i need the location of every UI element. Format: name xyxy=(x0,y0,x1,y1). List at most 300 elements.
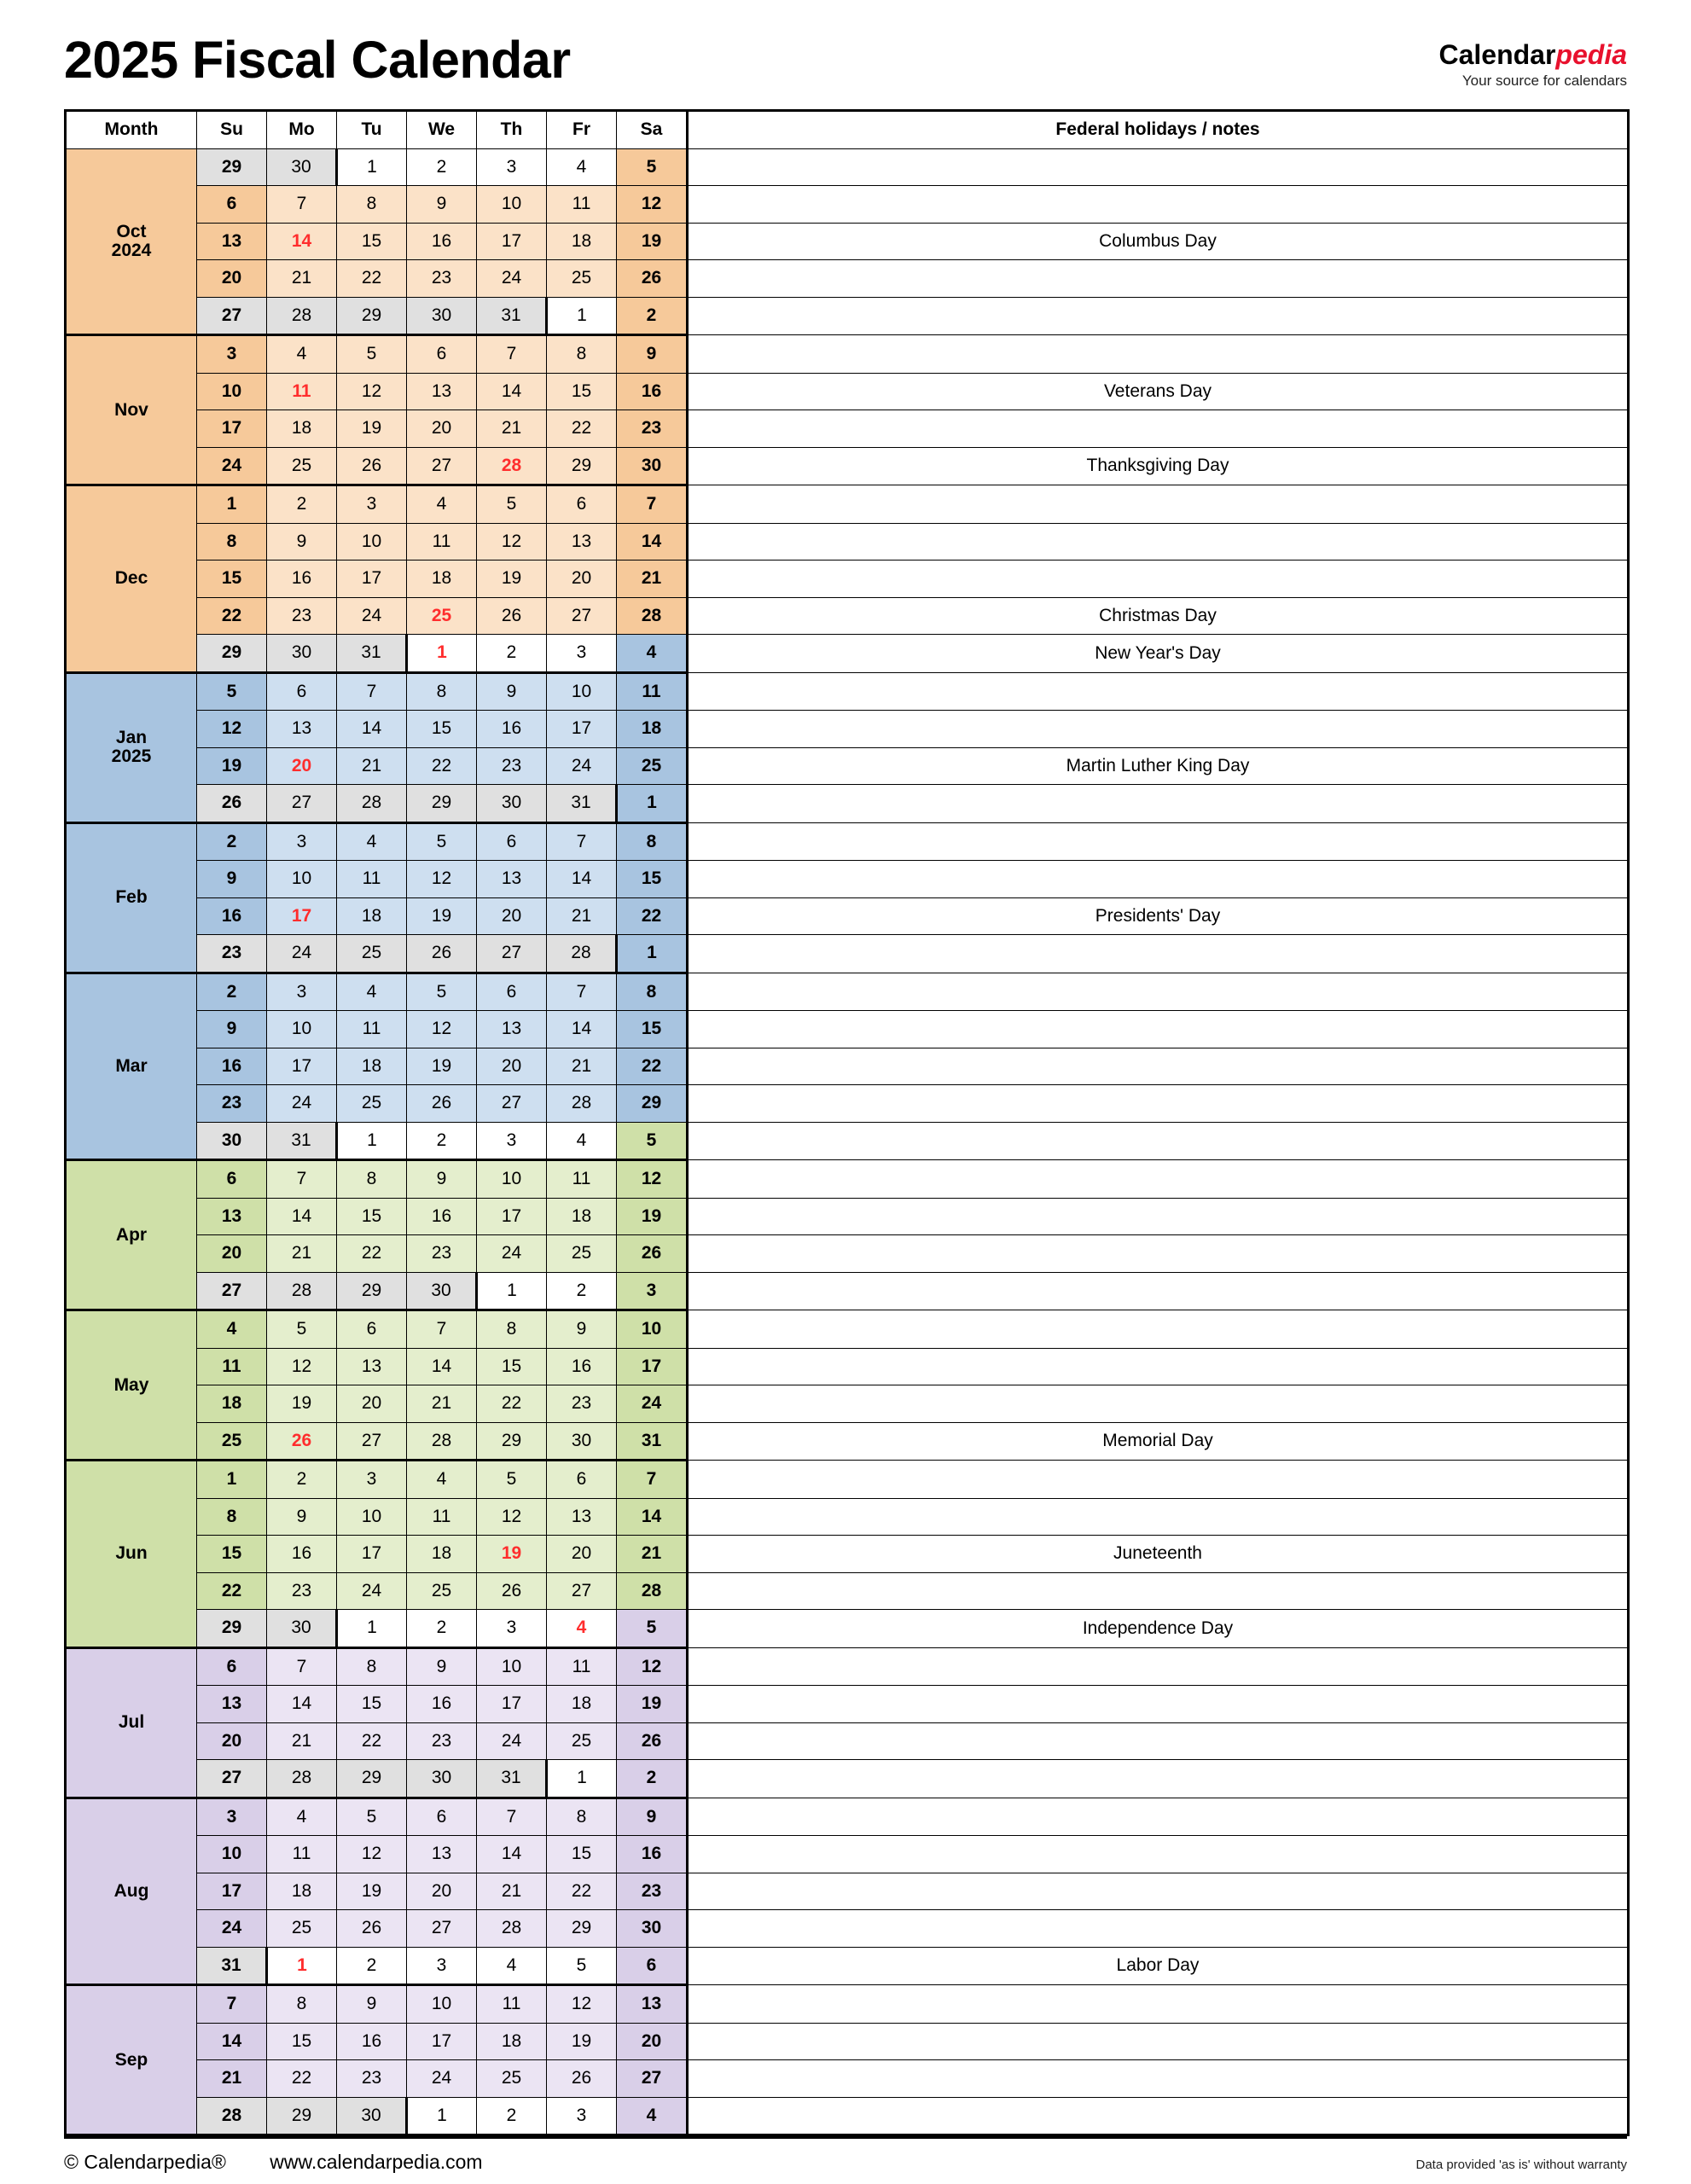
calendar-week-row xyxy=(66,335,1629,374)
calendar-week-row xyxy=(66,260,1629,298)
day-cell: 18 xyxy=(337,1048,407,1085)
day-cell: 21 xyxy=(267,1235,337,1273)
day-cell: 10 xyxy=(407,1985,477,2024)
calendar-week-row xyxy=(66,1310,1629,1349)
day-cell: 17 xyxy=(267,897,337,935)
month-label xyxy=(66,1647,197,1798)
month-label-line1: Aug xyxy=(113,1880,149,1901)
holiday-note-cell xyxy=(688,335,1629,374)
day-cell: 2 xyxy=(267,1461,337,1499)
day-cell: 9 xyxy=(197,861,267,898)
calendar-week-row xyxy=(66,1686,1629,1723)
day-cell: 13 xyxy=(337,1348,407,1385)
table-body xyxy=(66,148,1629,2135)
day-cell: 24 xyxy=(617,1385,688,1423)
holiday-note-cell xyxy=(688,186,1629,224)
brand-name-accent: pedia xyxy=(1555,39,1627,70)
day-cell: 2 xyxy=(267,485,337,524)
day-cell: 20 xyxy=(547,561,617,598)
month-label-line1: Jul xyxy=(118,1712,145,1733)
day-cell: 24 xyxy=(337,597,407,635)
calendar-week-row xyxy=(66,1985,1629,2024)
day-cell: 5 xyxy=(617,148,688,186)
day-cell: 21 xyxy=(407,1385,477,1423)
day-cell: 30 xyxy=(617,447,688,485)
day-cell: 22 xyxy=(267,2060,337,2098)
day-cell: 28 xyxy=(547,935,617,973)
day-cell: 12 xyxy=(617,1647,688,1686)
day-cell: 19 xyxy=(407,897,477,935)
day-cell: 11 xyxy=(337,861,407,898)
day-cell: 26 xyxy=(337,1910,407,1948)
day-cell: 23 xyxy=(477,747,547,785)
day-cell: 25 xyxy=(267,447,337,485)
website-url[interactable]: www.calendarpedia.com xyxy=(270,2151,483,2173)
day-cell: 21 xyxy=(617,1536,688,1573)
day-cell: 30 xyxy=(337,2097,407,2135)
day-cell: 4 xyxy=(267,1798,337,1836)
page-title: 2025 Fiscal Calendar xyxy=(64,31,571,89)
holiday-note-cell: Independence Day xyxy=(688,1610,1629,1648)
day-cell: 17 xyxy=(197,1873,267,1910)
day-cell: 16 xyxy=(267,1536,337,1573)
day-cell: 19 xyxy=(407,1048,477,1085)
day-cell: 5 xyxy=(617,1122,688,1160)
day-cell: 5 xyxy=(547,1947,617,1985)
calendar-week-row xyxy=(66,1536,1629,1573)
day-cell: 12 xyxy=(477,523,547,561)
day-cell: 16 xyxy=(197,897,267,935)
day-cell: 18 xyxy=(407,561,477,598)
day-cell: 25 xyxy=(267,1910,337,1948)
day-cell: 30 xyxy=(267,635,337,673)
day-cell: 7 xyxy=(337,672,407,711)
day-cell: 17 xyxy=(337,561,407,598)
day-cell: 28 xyxy=(617,1572,688,1610)
day-cell: 24 xyxy=(267,935,337,973)
day-cell: 20 xyxy=(337,1385,407,1423)
day-cell: 2 xyxy=(197,973,267,1011)
day-cell: 1 xyxy=(337,148,407,186)
holiday-note-cell xyxy=(688,711,1629,748)
copyright-text: © Calendarpedia® xyxy=(64,2151,226,2173)
day-cell: 16 xyxy=(337,2023,407,2060)
day-cell: 1 xyxy=(407,2097,477,2135)
day-cell: 2 xyxy=(617,297,688,335)
calendar-week-row xyxy=(66,2097,1629,2135)
day-cell: 4 xyxy=(617,635,688,673)
day-cell: 18 xyxy=(267,410,337,448)
holiday-note-cell xyxy=(688,935,1629,973)
day-cell: 21 xyxy=(547,1048,617,1085)
day-cell: 8 xyxy=(617,973,688,1011)
day-cell: 8 xyxy=(617,822,688,861)
day-cell: 3 xyxy=(407,1947,477,1985)
day-cell: 30 xyxy=(547,1422,617,1461)
day-cell: 31 xyxy=(617,1422,688,1461)
day-cell: 27 xyxy=(267,785,337,823)
day-cell: 7 xyxy=(477,1798,547,1836)
day-cell: 15 xyxy=(197,1536,267,1573)
day-cell: 15 xyxy=(267,2023,337,2060)
calendar-week-row xyxy=(66,935,1629,973)
day-cell: 14 xyxy=(407,1348,477,1385)
holiday-note-cell xyxy=(688,1235,1629,1273)
calendar-week-row xyxy=(66,1198,1629,1235)
day-cell: 28 xyxy=(197,2097,267,2135)
calendar-week-row xyxy=(66,861,1629,898)
day-cell: 28 xyxy=(547,1085,617,1123)
day-cell: 10 xyxy=(337,1498,407,1536)
holiday-note-cell xyxy=(688,2060,1629,2098)
day-cell: 18 xyxy=(547,1198,617,1235)
day-cell: 3 xyxy=(337,1461,407,1499)
calendar-week-row xyxy=(66,711,1629,748)
day-cell: 26 xyxy=(477,1572,547,1610)
day-cell: 13 xyxy=(197,223,267,260)
day-cell: 3 xyxy=(337,485,407,524)
day-cell: 30 xyxy=(617,1910,688,1948)
month-label-line1: Dec xyxy=(114,568,148,589)
day-cell: 24 xyxy=(197,447,267,485)
day-cell: 23 xyxy=(407,260,477,298)
holiday-note-cell xyxy=(688,1686,1629,1723)
column-header-su: Su xyxy=(197,111,267,149)
day-cell: 27 xyxy=(477,935,547,973)
month-label-line2: 2025 xyxy=(111,746,152,766)
day-cell: 20 xyxy=(197,260,267,298)
day-cell: 8 xyxy=(477,1310,547,1349)
day-cell: 13 xyxy=(407,373,477,410)
day-cell: 26 xyxy=(197,785,267,823)
day-cell: 25 xyxy=(547,1235,617,1273)
column-header-we: We xyxy=(407,111,477,149)
day-cell: 22 xyxy=(617,897,688,935)
day-cell: 26 xyxy=(617,1722,688,1760)
day-cell: 18 xyxy=(477,2023,547,2060)
day-cell: 22 xyxy=(547,410,617,448)
day-cell: 17 xyxy=(337,1536,407,1573)
day-cell: 28 xyxy=(267,297,337,335)
fiscal-calendar-table xyxy=(64,109,1630,2136)
calendar-week-row xyxy=(66,1422,1629,1461)
brand-name xyxy=(1438,41,1627,70)
holiday-note-cell xyxy=(688,561,1629,598)
day-cell: 19 xyxy=(337,410,407,448)
day-cell: 27 xyxy=(547,597,617,635)
day-cell: 13 xyxy=(617,1985,688,2024)
holiday-note-cell xyxy=(688,148,1629,186)
holiday-note-cell: Columbus Day xyxy=(688,223,1629,260)
day-cell: 19 xyxy=(477,561,547,598)
day-cell: 11 xyxy=(547,1160,617,1199)
day-cell: 13 xyxy=(197,1198,267,1235)
day-cell: 11 xyxy=(477,1985,547,2024)
day-cell: 29 xyxy=(267,2097,337,2135)
day-cell: 15 xyxy=(337,1198,407,1235)
day-cell: 18 xyxy=(267,1873,337,1910)
day-cell: 26 xyxy=(617,260,688,298)
day-cell: 30 xyxy=(197,1122,267,1160)
day-cell: 31 xyxy=(197,1947,267,1985)
holiday-note-cell xyxy=(688,1760,1629,1798)
month-label xyxy=(66,1160,197,1310)
day-cell: 21 xyxy=(547,897,617,935)
holiday-note-cell xyxy=(688,1873,1629,1910)
day-cell: 19 xyxy=(617,223,688,260)
day-cell: 9 xyxy=(477,672,547,711)
day-cell: 7 xyxy=(617,485,688,524)
day-cell: 2 xyxy=(547,1272,617,1310)
calendar-week-row xyxy=(66,1910,1629,1948)
holiday-note-cell xyxy=(688,1198,1629,1235)
day-cell: 9 xyxy=(407,1160,477,1199)
day-cell: 18 xyxy=(547,223,617,260)
day-cell: 10 xyxy=(197,1836,267,1873)
day-cell: 24 xyxy=(477,1722,547,1760)
day-cell: 23 xyxy=(407,1722,477,1760)
day-cell: 21 xyxy=(477,410,547,448)
day-cell: 27 xyxy=(477,1085,547,1123)
holiday-note-cell xyxy=(688,260,1629,298)
day-cell: 21 xyxy=(617,561,688,598)
day-cell: 22 xyxy=(197,597,267,635)
day-cell: 14 xyxy=(337,711,407,748)
month-label xyxy=(66,822,197,973)
day-cell: 13 xyxy=(547,523,617,561)
holiday-note-cell xyxy=(688,297,1629,335)
disclaimer-text: Data provided 'as is' without warranty xyxy=(1415,2158,1627,2172)
day-cell: 5 xyxy=(477,1461,547,1499)
calendar-week-row xyxy=(66,1647,1629,1686)
day-cell: 9 xyxy=(337,1985,407,2024)
day-cell: 1 xyxy=(337,1122,407,1160)
calendar-week-row xyxy=(66,523,1629,561)
holiday-note-cell xyxy=(688,485,1629,524)
day-cell: 30 xyxy=(267,1610,337,1648)
day-cell: 6 xyxy=(197,186,267,224)
day-cell: 11 xyxy=(267,373,337,410)
day-cell: 4 xyxy=(547,1122,617,1160)
day-cell: 22 xyxy=(617,1048,688,1085)
calendar-week-row xyxy=(66,2060,1629,2098)
day-cell: 27 xyxy=(337,1422,407,1461)
day-cell: 18 xyxy=(547,1686,617,1723)
day-cell: 9 xyxy=(407,186,477,224)
day-cell: 14 xyxy=(477,1836,547,1873)
day-cell: 30 xyxy=(407,297,477,335)
day-cell: 23 xyxy=(547,1385,617,1423)
table-header xyxy=(66,111,1629,149)
day-cell: 20 xyxy=(617,2023,688,2060)
day-cell: 18 xyxy=(337,897,407,935)
calendar-week-row xyxy=(66,2023,1629,2060)
day-cell: 24 xyxy=(407,2060,477,2098)
holiday-note-cell xyxy=(688,1385,1629,1423)
calendar-week-row xyxy=(66,747,1629,785)
day-cell: 26 xyxy=(337,447,407,485)
day-cell: 3 xyxy=(617,1272,688,1310)
day-cell: 22 xyxy=(337,260,407,298)
day-cell: 29 xyxy=(407,785,477,823)
day-cell: 4 xyxy=(547,148,617,186)
day-cell: 21 xyxy=(337,747,407,785)
day-cell: 5 xyxy=(267,1310,337,1349)
day-cell: 28 xyxy=(267,1272,337,1310)
calendar-week-row xyxy=(66,1873,1629,1910)
month-label-line2: 2024 xyxy=(111,240,152,260)
day-cell: 15 xyxy=(337,1686,407,1723)
day-cell: 23 xyxy=(617,1873,688,1910)
day-cell: 25 xyxy=(407,597,477,635)
month-label xyxy=(66,973,197,1160)
day-cell: 9 xyxy=(267,1498,337,1536)
day-cell: 1 xyxy=(547,1760,617,1798)
holiday-note-cell: Martin Luther King Day xyxy=(688,747,1629,785)
day-cell: 24 xyxy=(267,1085,337,1123)
day-cell: 26 xyxy=(477,597,547,635)
holiday-note-cell xyxy=(688,2023,1629,2060)
day-cell: 24 xyxy=(197,1910,267,1948)
day-cell: 12 xyxy=(407,861,477,898)
day-cell: 14 xyxy=(267,1686,337,1723)
month-label xyxy=(66,335,197,485)
calendar-week-row xyxy=(66,1272,1629,1310)
holiday-note-cell xyxy=(688,1985,1629,2024)
holiday-note-cell xyxy=(688,1461,1629,1499)
day-cell: 11 xyxy=(197,1348,267,1385)
day-cell: 4 xyxy=(477,1947,547,1985)
day-cell: 7 xyxy=(197,1985,267,2024)
holiday-note-cell xyxy=(688,1722,1629,1760)
day-cell: 28 xyxy=(337,785,407,823)
month-label-line1: Feb xyxy=(115,887,148,908)
month-label-line1: May xyxy=(113,1374,149,1395)
day-cell: 1 xyxy=(197,485,267,524)
holiday-note-cell xyxy=(688,1160,1629,1199)
calendar-week-row xyxy=(66,485,1629,524)
holiday-note-cell: New Year's Day xyxy=(688,635,1629,673)
table-header-row xyxy=(66,111,1629,149)
day-cell: 1 xyxy=(407,635,477,673)
month-label-line1: Oct xyxy=(116,222,147,242)
day-cell: 1 xyxy=(617,935,688,973)
day-cell: 24 xyxy=(477,1235,547,1273)
day-cell: 7 xyxy=(267,186,337,224)
day-cell: 17 xyxy=(407,2023,477,2060)
day-cell: 15 xyxy=(337,223,407,260)
page-header xyxy=(64,0,1627,94)
calendar-week-row xyxy=(66,1798,1629,1836)
calendar-week-row xyxy=(66,672,1629,711)
day-cell: 13 xyxy=(477,1011,547,1048)
day-cell: 1 xyxy=(267,1947,337,1985)
holiday-note-cell xyxy=(688,1348,1629,1385)
day-cell: 7 xyxy=(407,1310,477,1349)
holiday-note-cell xyxy=(688,1910,1629,1948)
day-cell: 8 xyxy=(197,1498,267,1536)
day-cell: 25 xyxy=(337,1085,407,1123)
day-cell: 12 xyxy=(337,1836,407,1873)
calendar-week-row xyxy=(66,1947,1629,1985)
holiday-note-cell: Veterans Day xyxy=(688,373,1629,410)
day-cell: 10 xyxy=(477,1160,547,1199)
day-cell: 2 xyxy=(407,1122,477,1160)
day-cell: 20 xyxy=(407,410,477,448)
day-cell: 11 xyxy=(337,1011,407,1048)
day-cell: 4 xyxy=(267,335,337,374)
day-cell: 21 xyxy=(267,1722,337,1760)
day-cell: 8 xyxy=(337,1160,407,1199)
day-cell: 24 xyxy=(477,260,547,298)
day-cell: 17 xyxy=(477,223,547,260)
holiday-note-cell xyxy=(688,1647,1629,1686)
calendar-week-row xyxy=(66,447,1629,485)
day-cell: 1 xyxy=(477,1272,547,1310)
day-cell: 10 xyxy=(267,1011,337,1048)
day-cell: 27 xyxy=(197,1760,267,1798)
calendar-week-row xyxy=(66,148,1629,186)
day-cell: 10 xyxy=(197,373,267,410)
calendar-week-row xyxy=(66,1722,1629,1760)
day-cell: 24 xyxy=(547,747,617,785)
day-cell: 2 xyxy=(617,1760,688,1798)
day-cell: 13 xyxy=(407,1836,477,1873)
day-cell: 29 xyxy=(547,1910,617,1948)
day-cell: 9 xyxy=(407,1647,477,1686)
day-cell: 2 xyxy=(407,1610,477,1648)
day-cell: 6 xyxy=(407,1798,477,1836)
calendar-week-row xyxy=(66,1235,1629,1273)
day-cell: 1 xyxy=(197,1461,267,1499)
day-cell: 31 xyxy=(477,1760,547,1798)
calendar-week-row xyxy=(66,1011,1629,1048)
day-cell: 14 xyxy=(267,1198,337,1235)
day-cell: 14 xyxy=(617,523,688,561)
day-cell: 17 xyxy=(617,1348,688,1385)
column-header-month: Month xyxy=(66,111,197,149)
day-cell: 20 xyxy=(197,1235,267,1273)
holiday-note-cell xyxy=(688,1836,1629,1873)
column-header-sa: Sa xyxy=(617,111,688,149)
day-cell: 1 xyxy=(547,297,617,335)
day-cell: 29 xyxy=(337,297,407,335)
day-cell: 27 xyxy=(547,1572,617,1610)
day-cell: 7 xyxy=(267,1647,337,1686)
day-cell: 25 xyxy=(477,2060,547,2098)
footer-divider xyxy=(64,2136,1627,2139)
column-header-tu: Tu xyxy=(337,111,407,149)
calendar-week-row xyxy=(66,373,1629,410)
day-cell: 23 xyxy=(337,2060,407,2098)
day-cell: 29 xyxy=(337,1760,407,1798)
day-cell: 6 xyxy=(267,672,337,711)
calendar-week-row xyxy=(66,1572,1629,1610)
day-cell: 23 xyxy=(617,410,688,448)
day-cell: 29 xyxy=(547,447,617,485)
calendar-week-row xyxy=(66,973,1629,1011)
day-cell: 27 xyxy=(407,447,477,485)
holiday-note-cell xyxy=(688,973,1629,1011)
day-cell: 13 xyxy=(547,1498,617,1536)
day-cell: 4 xyxy=(337,973,407,1011)
day-cell: 22 xyxy=(407,747,477,785)
day-cell: 9 xyxy=(547,1310,617,1349)
calendar-week-row xyxy=(66,1122,1629,1160)
holiday-note-cell xyxy=(688,1310,1629,1349)
holiday-note-cell xyxy=(688,861,1629,898)
day-cell: 25 xyxy=(617,747,688,785)
